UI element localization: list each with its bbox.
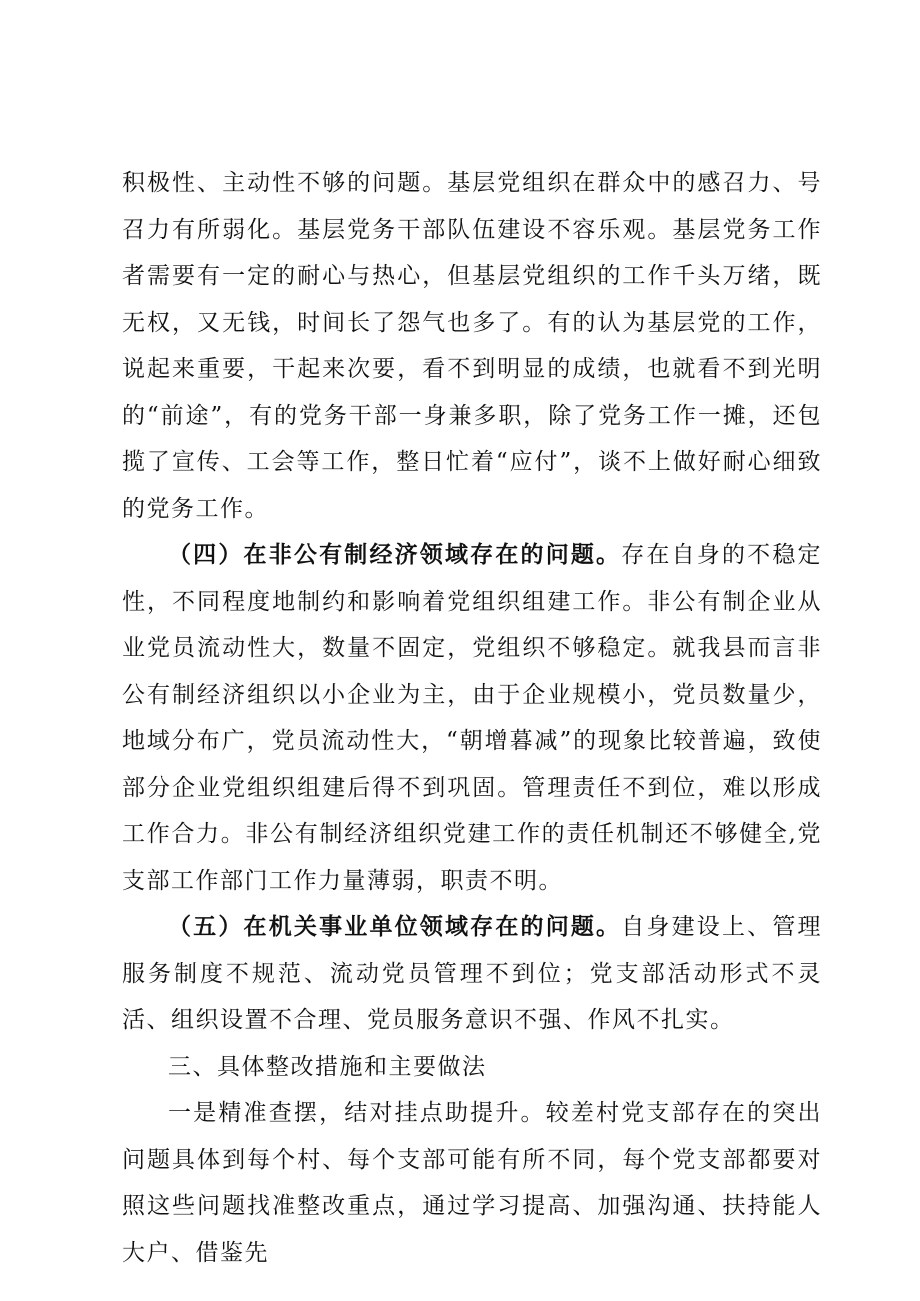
paragraph-1: [122, 160, 822, 532]
paragraph-3: [122, 904, 822, 1044]
paragraph-4-text: 一是精准查摆，结对挂点助提升。较差村党支部存在的突出问题具体到每个村、每个支部可能有所不同，每个党支部都要对照这些问题找准整改重点，通过学习提高、加强沟通、扶持能人大户、借鉴先: [122, 1100, 822, 1266]
paragraph-2: [122, 532, 822, 904]
document-body: [122, 160, 822, 1276]
paragraph-4: [122, 1090, 822, 1276]
paragraph-2-heading: （四）在非公有制经济领域存在的问题。: [168, 542, 622, 568]
paragraph-3-text: 自身建设上、管理服务制度不规范、流动党员管理不到位；党支部活动形式不灵活、组织设置不合理、党员服务意识不强、作风不扎实。: [122, 914, 823, 1033]
paragraph-1-text: 积极性、主动性不够的问题。基层党组织在群众中的感召力、号召力有所弱化。基层党务干部队伍建设不容乐观。基层党务工作者需要有一定的耐心与热心，但基层党组织的工作千头万绪，既无权，又无钱，时间长了怨气也多了。有的认为基层党的工作，说起来重要，干起来次要，看不到明显的成绩，也就看不到光明的“前途”，有的党务干部一身兼多职，除了党务工作一摊，还包揽了宣传、工会等工作，整日忙着“应付”，谈不上做好耐心细致的党务工作。: [122, 170, 822, 522]
paragraph-2-text: 存在自身的不稳定性，不同程度地制约和影响着党组织组建工作。非公有制企业从业党员流动性大，数量不固定，党组织不够稳定。就我县而言非公有制经济组织以小企业为主，由于企业规模小，党员数量少，地域分布广，党员流动性大，“朝增暮减”的现象比较普遍，致使部分企业党组织组建后得不到巩固。管理责任不到位，难以形成工作合力。非公有制经济组织党建工作的责任机制还不够健全,党支部工作部门工作力量薄弱，职责不明。: [122, 542, 823, 894]
section-heading: 三、具体整改措施和主要做法: [168, 1053, 487, 1080]
paragraph-3-heading: （五）在机关事业单位领域存在的问题。: [168, 914, 622, 940]
